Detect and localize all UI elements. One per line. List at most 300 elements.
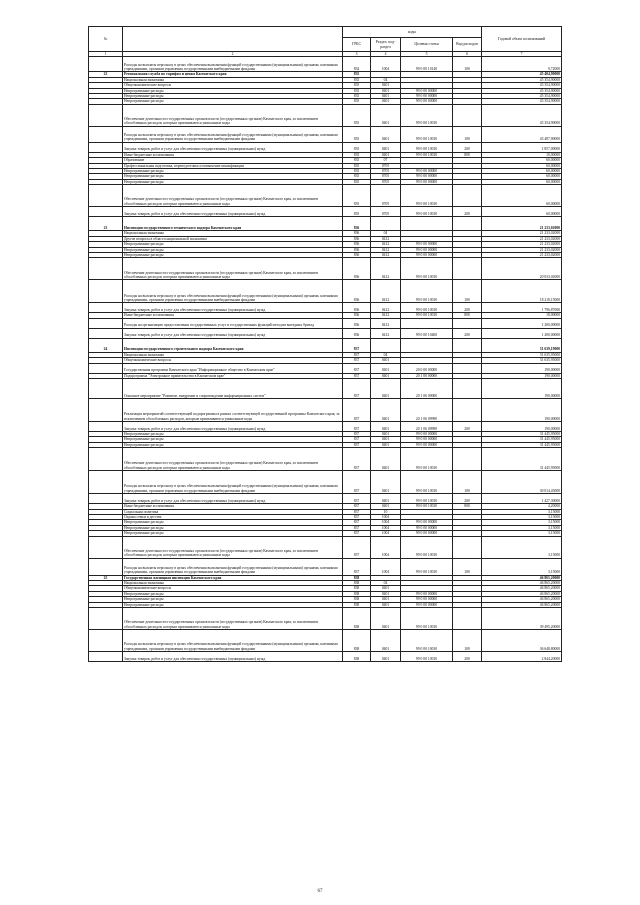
cell-name: Национальная экономика	[123, 581, 343, 586]
cell-amount: 1 796,87000	[482, 303, 562, 313]
header-codes: коды	[343, 27, 482, 38]
cell-target: 99 0 00 10010	[401, 608, 453, 630]
cell-section: 0401	[371, 83, 401, 88]
cell-section: 0401	[371, 448, 401, 471]
cell-no	[89, 104, 123, 126]
table-row	[89, 57, 562, 72]
cell-name: Обеспечение деятельности государственных органов власти (государственных органов) Камчатского края, за исключением обособленных расходов, которым присваиваются уникальные коды	[123, 608, 343, 630]
cell-grbs: 838	[343, 652, 371, 662]
cell-type	[453, 258, 482, 280]
cell-target: 20 0 00 00000	[401, 363, 453, 373]
cell-grbs: 837	[343, 421, 371, 431]
table-row	[89, 318, 562, 328]
budget-table	[88, 26, 562, 662]
cell-target: 99 0 00 10010	[401, 185, 453, 207]
cell-section: 04	[371, 77, 401, 82]
cell-name: Закупка товаров, работ и услуг для обеспечения государственных (муниципальных) нужд	[123, 421, 343, 431]
cell-name: Инспекция государственного технического надзора Камчатского края	[123, 217, 343, 231]
cell-grbs: 835	[343, 77, 371, 82]
cell-grbs: 837	[343, 531, 371, 536]
cell-amount: 45 354,90000	[482, 77, 562, 82]
cell-section: 1004	[371, 536, 401, 558]
cell-name: Расходы на выплаты персоналу в целях обеспечения выполнения функций государственными (муниципальными) органами, казенными учреждениями, органами управления государственными внебюджетными фондами	[123, 630, 343, 652]
cell-section: 0705	[371, 185, 401, 207]
cell-section: 0401	[371, 494, 401, 504]
cell-name: Непрограммные расходы	[123, 94, 343, 99]
table-row	[89, 471, 562, 494]
cell-type	[453, 318, 482, 328]
cell-section: 1004	[371, 520, 401, 525]
cell-grbs: 836	[343, 313, 371, 318]
cell-type: 100	[453, 280, 482, 303]
cell-target: 20 1 06 00000	[401, 378, 453, 398]
cell-section: 0412	[371, 252, 401, 257]
cell-name: Общеэкономические вопросы	[123, 358, 343, 363]
table-row	[89, 126, 562, 142]
cell-section: 0412	[371, 247, 401, 252]
cell-no	[89, 448, 123, 471]
cell-grbs: 837	[343, 509, 371, 514]
cell-section: 0412	[371, 236, 401, 241]
cell-grbs: 837	[343, 431, 371, 436]
cell-target: 99 0 00 00000	[401, 525, 453, 530]
cell-section: 0705	[371, 179, 401, 184]
cell-amount: 46 865,20000	[482, 586, 562, 591]
header-section: Раздел, под-раздел	[371, 38, 401, 52]
cell-grbs: 836	[343, 258, 371, 280]
table-row	[89, 280, 562, 303]
header-target: Целевая статья	[401, 38, 453, 52]
cell-no	[89, 494, 123, 504]
cell-grbs: 837	[343, 536, 371, 558]
cell-grbs: 836	[343, 318, 371, 328]
cell-name: Закупка товаров, работ и услуг для обеспечения государственных (муниципальных) нужд	[123, 494, 343, 504]
column-index: 7	[482, 52, 562, 57]
cell-section: 0401	[371, 88, 401, 93]
cell-name: Закупка товаров, работ и услуг для обеспечения государственных (муниципальных) нужд	[123, 328, 343, 338]
cell-name: Расходы на выплаты персоналу в целях обеспечения выполнения функций государственными (муниципальными) органами, казенными учреждениями, органами управления государственными внебюджетными фондами	[123, 57, 343, 72]
cell-no	[89, 652, 123, 662]
cell-amount: 31 635,95000	[482, 352, 562, 357]
cell-name: Непрограммные расходы	[123, 174, 343, 179]
cell-type: 100	[453, 630, 482, 652]
cell-grbs: 835	[343, 88, 371, 93]
cell-no	[89, 328, 123, 338]
cell-target: 99 0 00 00000	[401, 431, 453, 436]
cell-type: 100	[453, 126, 482, 142]
cell-grbs: 838	[343, 581, 371, 586]
cell-target: 99 0 00 10140	[401, 57, 453, 72]
cell-grbs: 835	[343, 207, 371, 217]
cell-section: 0412	[371, 242, 401, 247]
cell-section: 0401	[371, 358, 401, 363]
cell-name: Региональная служба по тарифам и ценам Камчатского края	[123, 72, 343, 77]
cell-grbs: 837	[343, 352, 371, 357]
cell-target: 99 0 00 00000	[401, 531, 453, 536]
cell-no	[89, 142, 123, 152]
table-row	[89, 536, 562, 558]
cell-name: Закупка товаров, работ и услуг для обеспечения государственных (муниципальных) нужд	[123, 207, 343, 217]
table-row	[89, 104, 562, 126]
cell-target	[401, 338, 453, 352]
cell-target: 99 0 00 10010	[401, 652, 453, 662]
page-number: 67	[317, 889, 323, 894]
cell-name: Непрограммные расходы	[123, 169, 343, 174]
cell-grbs: 835	[343, 179, 371, 184]
header-amount: Годовой объем ассигнований	[482, 27, 562, 52]
cell-amount: 43 487,90000	[482, 126, 562, 142]
cell-amount: 45 354,90000	[482, 83, 562, 88]
cell-target: 99 0 00 00000	[401, 591, 453, 596]
cell-section: 0401	[371, 104, 401, 126]
cell-grbs: 834	[343, 57, 371, 72]
cell-section: 0401	[371, 608, 401, 630]
cell-amount: 190,00000	[482, 421, 562, 431]
cell-type: 100	[453, 558, 482, 575]
cell-target: 99 0 00 00000	[401, 442, 453, 447]
cell-no: 24	[89, 338, 123, 352]
cell-grbs: 837	[343, 378, 371, 398]
cell-section: 0705	[371, 207, 401, 217]
cell-amount: 46 865,20000	[482, 602, 562, 607]
cell-target: 99 0 00 10010	[401, 142, 453, 152]
cell-no: 25	[89, 575, 123, 580]
cell-amount: 3,15000	[482, 536, 562, 558]
cell-name: Государственная жилищная инспекция Камчатского края	[123, 575, 343, 580]
cell-grbs: 835	[343, 169, 371, 174]
cell-target: 99 0 00 10010	[401, 152, 453, 157]
cell-grbs: 835	[343, 94, 371, 99]
cell-name: Обеспечение деятельности государственных органов власти (государственных органов) Камчатского края, за исключением обособленных расходов, которым присваиваются уникальные коды	[123, 536, 343, 558]
cell-amount: 31 445,95000	[482, 448, 562, 471]
cell-grbs: 835	[343, 99, 371, 104]
header-grbs: ГРБС	[343, 38, 371, 52]
cell-amount: 39 495,20000	[482, 608, 562, 630]
cell-amount: 21 233,02000	[482, 247, 562, 252]
cell-section: 0401	[371, 398, 401, 421]
cell-no	[89, 258, 123, 280]
cell-grbs: 836	[343, 242, 371, 247]
cell-target: 99 0 00 10010	[401, 448, 453, 471]
cell-amount: 45 354,90000	[482, 99, 562, 104]
cell-name: Непрограммные расходы	[123, 442, 343, 447]
cell-grbs: 835	[343, 142, 371, 152]
cell-name: Профессиональная подготовка, переподготовка и повышение квалификации	[123, 163, 343, 168]
cell-target: 99 0 00 10400	[401, 328, 453, 338]
cell-amount: 10,00000	[482, 152, 562, 157]
cell-grbs: 836	[343, 252, 371, 257]
cell-target: 99 0 00 10010	[401, 303, 453, 313]
cell-section: 0705	[371, 163, 401, 168]
cell-target: 99 0 00 00000	[401, 94, 453, 99]
cell-amount: 20 033,02000	[482, 258, 562, 280]
cell-name: Обеспечение деятельности государственных органов власти (государственных органов) Камчатского края, за исключением обособленных расходов, которым присваиваются уникальные коды	[123, 448, 343, 471]
cell-section	[371, 338, 401, 352]
cell-amount: 45 354,90000	[482, 88, 562, 93]
cell-type: 800	[453, 152, 482, 157]
table-row	[89, 652, 562, 662]
cell-amount: 31 445,95000	[482, 431, 562, 436]
cell-no	[89, 318, 123, 328]
cell-target: 99 0 00 10010	[401, 258, 453, 280]
column-index: 2	[123, 52, 343, 57]
cell-name: Непрограммные расходы	[123, 437, 343, 442]
cell-name: Расходы на выплаты персоналу в целях обеспечения выполнения функций государственными (муниципальными) органами, казенными учреждениями, органами управления государственными внебюджетными фондами	[123, 558, 343, 575]
cell-name: Государственная программа Камчатского края "Информационное общество в Камчатском крае"	[123, 363, 343, 373]
table-row	[89, 328, 562, 338]
cell-grbs: 837	[343, 525, 371, 530]
table-row	[89, 207, 562, 217]
cell-name: Расходы на выплаты персоналу в целях обеспечения выполнения функций государственными (муниципальными) органами, казенными учреждениями, органами управления государственными внебюджетными фондами	[123, 126, 343, 142]
cell-amount: 60,00000	[482, 185, 562, 207]
cell-name: Другие вопросы в области национальной экономики	[123, 236, 343, 241]
cell-section: 0412	[371, 280, 401, 303]
cell-grbs: 837	[343, 338, 371, 352]
cell-no	[89, 280, 123, 303]
cell-target: 99 0 00 00000	[401, 520, 453, 525]
cell-type: 200	[453, 207, 482, 217]
cell-section: 0401	[371, 363, 401, 373]
cell-section: 0401	[371, 126, 401, 142]
cell-grbs: 837	[343, 373, 371, 378]
cell-no	[89, 185, 123, 207]
table-row	[89, 217, 562, 231]
cell-grbs: 837	[343, 437, 371, 442]
cell-grbs: 838	[343, 597, 371, 602]
cell-amount: 3,15000	[482, 525, 562, 530]
cell-name: Образование	[123, 158, 343, 163]
cell-no	[89, 57, 123, 72]
cell-section: 07	[371, 158, 401, 163]
cell-amount: 46 865,20000	[482, 597, 562, 602]
cell-grbs: 835	[343, 83, 371, 88]
cell-section: 0401	[371, 431, 401, 436]
cell-target: 99 0 00 10010	[401, 104, 453, 126]
cell-amount: 1 857,00000	[482, 142, 562, 152]
cell-no	[89, 558, 123, 575]
cell-grbs: 838	[343, 591, 371, 596]
table-row	[89, 363, 562, 373]
cell-amount: 31 635,95000	[482, 358, 562, 363]
cell-name: Непрограммные расходы	[123, 602, 343, 607]
cell-target: 99 0 00 10010	[401, 126, 453, 142]
cell-section: 0412	[371, 258, 401, 280]
cell-amount: 36 648,80000	[482, 630, 562, 652]
cell-section: 04	[371, 581, 401, 586]
cell-amount: 3,15000	[482, 531, 562, 536]
cell-target: 99 0 00 10010	[401, 471, 453, 494]
cell-section: 0401	[371, 378, 401, 398]
cell-amount: 190,00000	[482, 363, 562, 373]
cell-name: Иные бюджетные ассигнования	[123, 152, 343, 157]
cell-section: 0412	[371, 313, 401, 318]
cell-type	[453, 185, 482, 207]
cell-amount: 1 427,30000	[482, 494, 562, 504]
cell-section: 0401	[371, 99, 401, 104]
cell-section: 0401	[371, 630, 401, 652]
cell-grbs: 838	[343, 608, 371, 630]
cell-target: 99 0 00 00000	[401, 252, 453, 257]
cell-type	[453, 608, 482, 630]
cell-type	[453, 536, 482, 558]
cell-section: 0401	[371, 652, 401, 662]
cell-type	[453, 378, 482, 398]
cell-section: 1004	[371, 558, 401, 575]
table-row	[89, 338, 562, 352]
cell-target: 99 0 00 10010	[401, 207, 453, 217]
cell-no	[89, 630, 123, 652]
cell-section: 0401	[371, 597, 401, 602]
cell-amount: 9,72000	[482, 57, 562, 72]
column-index: 6	[453, 52, 482, 57]
cell-name: Иные бюджетные ассигнования	[123, 504, 343, 509]
cell-section: 0705	[371, 169, 401, 174]
cell-type: 200	[453, 421, 482, 431]
cell-target: 99 0 00 00000	[401, 169, 453, 174]
cell-type: 200	[453, 142, 482, 152]
header-type: Вид расходов	[453, 38, 482, 52]
cell-section: 0705	[371, 174, 401, 179]
cell-no	[89, 207, 123, 217]
table-row	[89, 448, 562, 471]
cell-no	[89, 421, 123, 431]
cell-name: Социальная политика	[123, 509, 343, 514]
cell-name: Непрограммные расходы	[123, 179, 343, 184]
cell-grbs: 836	[343, 236, 371, 241]
cell-amount: 31 639,19000	[482, 338, 562, 352]
cell-grbs: 837	[343, 442, 371, 447]
cell-grbs: 837	[343, 448, 371, 471]
cell-amount: 3,15000	[482, 558, 562, 575]
cell-section: 0401	[371, 471, 401, 494]
cell-amount: 30 014,45000	[482, 471, 562, 494]
cell-name: Расходы на выплаты персоналу в целях обеспечения выполнения функций государственными (муниципальными) органами, казенными учреждениями, органами управления государственными внебюджетными фондами	[123, 471, 343, 494]
cell-name: Непрограммные расходы	[123, 252, 343, 257]
cell-amount: 21 233,02000	[482, 236, 562, 241]
cell-grbs: 838	[343, 602, 371, 607]
cell-section: 0401	[371, 591, 401, 596]
cell-target: 99 0 00 00000	[401, 247, 453, 252]
table-row	[89, 494, 562, 504]
cell-amount: 21 233,02000	[482, 231, 562, 236]
cell-no: 23	[89, 217, 123, 231]
cell-name: Непрограммные расходы	[123, 525, 343, 530]
table-row	[89, 608, 562, 630]
cell-no	[89, 303, 123, 313]
table-row	[89, 421, 562, 431]
column-index: 4	[371, 52, 401, 57]
cell-name: Закупка товаров, работ и услуг для обеспечения государственных (муниципальных) нужд	[123, 142, 343, 152]
cell-amount: 3,15000	[482, 509, 562, 514]
column-index: 5	[401, 52, 453, 57]
cell-section: 1004	[371, 531, 401, 536]
table-row	[89, 398, 562, 421]
cell-grbs: 835	[343, 185, 371, 207]
cell-section	[371, 217, 401, 231]
cell-amount: 45 354,90000	[482, 94, 562, 99]
cell-name: Национальная экономика	[123, 231, 343, 236]
cell-target: 20 1 06 09990	[401, 398, 453, 421]
cell-grbs: 835	[343, 152, 371, 157]
cell-grbs: 836	[343, 217, 371, 231]
cell-target: 99 0 00 10010	[401, 494, 453, 504]
cell-amount: 190,00000	[482, 378, 562, 398]
cell-grbs: 838	[343, 575, 371, 580]
cell-target: 99 0 00 00000	[401, 597, 453, 602]
cell-amount: 31 445,95000	[482, 437, 562, 442]
cell-no: 22	[89, 72, 123, 77]
cell-grbs: 835	[343, 163, 371, 168]
cell-amount: 60,00000	[482, 174, 562, 179]
cell-section: 04	[371, 231, 401, 236]
cell-no	[89, 398, 123, 421]
cell-section: 0401	[371, 373, 401, 378]
cell-amount: 60,00000	[482, 179, 562, 184]
cell-name: Непрограммные расходы	[123, 520, 343, 525]
cell-section: 0401	[371, 94, 401, 99]
cell-target: 20 1 00 00000	[401, 373, 453, 378]
cell-type	[453, 448, 482, 471]
cell-section: 0401	[371, 421, 401, 431]
cell-name: Непрограммные расходы	[123, 242, 343, 247]
table-row	[89, 258, 562, 280]
table-row	[89, 303, 562, 313]
cell-section: 04	[371, 352, 401, 357]
cell-amount: 45 354,90000	[482, 104, 562, 126]
cell-amount: 18,00000	[482, 313, 562, 318]
cell-grbs: 837	[343, 558, 371, 575]
cell-amount: 46 865,20000	[482, 581, 562, 586]
cell-name: Непрограммные расходы	[123, 531, 343, 536]
cell-name: Непрограммные расходы	[123, 99, 343, 104]
cell-target: 99 0 00 00000	[401, 242, 453, 247]
cell-amount: 190,00000	[482, 373, 562, 378]
cell-amount: 4,20000	[482, 504, 562, 509]
table-body	[89, 57, 562, 662]
cell-target: 99 0 00 10010	[401, 536, 453, 558]
cell-grbs: 837	[343, 514, 371, 519]
cell-section: 1004	[371, 57, 401, 72]
cell-grbs: 837	[343, 358, 371, 363]
cell-grbs: 836	[343, 303, 371, 313]
cell-amount: 60,00000	[482, 207, 562, 217]
cell-type: 200	[453, 652, 482, 662]
cell-name: Общеэкономические вопросы	[123, 83, 343, 88]
cell-name: Непрограммные расходы	[123, 591, 343, 596]
cell-target: 99 0 00 00000	[401, 99, 453, 104]
cell-grbs: 838	[343, 630, 371, 652]
header-no: №	[89, 27, 123, 52]
cell-grbs: 836	[343, 231, 371, 236]
cell-name: Охрана семьи и детства	[123, 514, 343, 519]
cell-grbs: 835	[343, 174, 371, 179]
cell-type: 100	[453, 471, 482, 494]
cell-target: 99 0 00 10010	[401, 313, 453, 318]
cell-type	[453, 398, 482, 421]
cell-amount: 21 233,02000	[482, 252, 562, 257]
cell-no	[89, 608, 123, 630]
cell-section: 1004	[371, 514, 401, 519]
cell-name: Национальная экономика	[123, 352, 343, 357]
cell-section: 10	[371, 509, 401, 514]
cell-type	[453, 217, 482, 231]
cell-amount: 31 445,95000	[482, 442, 562, 447]
cell-type: 800	[453, 504, 482, 509]
cell-name: Расходы на организацию предоставления государственных услуг и государственных функций методом выездных бригад	[123, 318, 343, 328]
cell-type	[453, 104, 482, 126]
cell-name: Обеспечение деятельности государственных органов власти (государственных органов) Камчатского края, за исключением обособленных расходов, которым присваиваются уникальные коды	[123, 104, 343, 126]
cell-name: Инспекция государственного строительного надзора Камчатского края	[123, 338, 343, 352]
